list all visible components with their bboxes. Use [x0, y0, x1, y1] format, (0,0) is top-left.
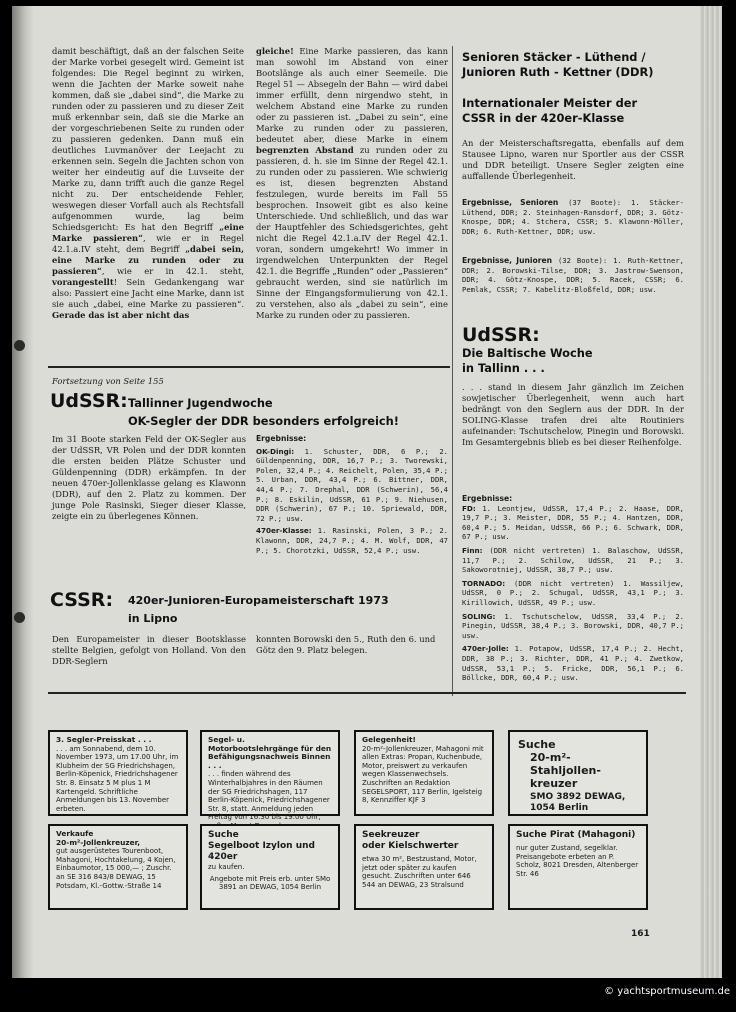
results-text: (DDR nicht vertreten) 1. Balaschow, UdSSR, 11,7 P.; 2. Schilow, UdSSR, 21 P.; 3. Sakoworotniej, UdSSR, 38,7 P.; usw.: [462, 545, 684, 575]
article-column-2: [256, 46, 448, 321]
continuation-note: Fortsetzung von Seite 155: [52, 376, 164, 386]
ad-seekreuzer: [354, 824, 494, 910]
article-text: , wie er in 42.1. steht,: [101, 266, 244, 276]
ad-text: zu kaufen.: [208, 863, 245, 871]
headline-line: in Tallinn . . .: [462, 361, 545, 375]
ad-title: Suche: [208, 830, 239, 840]
page-number: 161: [631, 929, 650, 939]
section-rule: [48, 366, 450, 368]
tallinn-results: [256, 434, 448, 555]
results-count: (32 Boote):: [552, 256, 608, 265]
baltic-body: [462, 382, 684, 448]
cssr-headline-2: in Lipno: [128, 612, 178, 625]
ad-suche-stahljollenkreuzer: [508, 730, 648, 816]
ad-title: 3. Segler-Preisskat . . .: [56, 735, 152, 744]
ad-title: Verkaufe: [56, 829, 94, 838]
ad-title: 20-m²-Jollenkreuzer,: [56, 837, 141, 847]
ad-title: Suche Pirat (Mahagoni): [516, 830, 636, 840]
ad-text: . . . finden während des Winterhalbjahres in den Räumen der SG Friedrichshagen, 117 Berlin-Köpenick, Friedrichshagener Str. 8, statt. Anmeldung jeden Freitag von 16.30 bis 19.00 Uhr,: [208, 770, 330, 822]
udssr-country-label: UdSSR:: [462, 324, 540, 346]
ad-text: Angebote mit Preis erb. unter SMo 3891 an DEWAG, 1054 Berlin: [209, 874, 331, 892]
senioren-results: [462, 198, 684, 236]
article-text: Den Europameister in dieser Bootsklasse stellte Belgien, gefolgt von Holland. Von den DDR-Seglern: [52, 634, 246, 666]
ad-title: Seekreuzer: [362, 830, 420, 840]
article-column-1: [52, 46, 244, 321]
ad-title: Suche: [518, 738, 556, 751]
class-heading: TORNADO:: [462, 578, 506, 588]
meister-headline: [462, 96, 692, 126]
tallinn-country-label: UdSSR:: [50, 390, 128, 412]
ad-title: oder Kielschwerter: [362, 841, 459, 851]
ad-suche-segelboot: [200, 824, 340, 910]
class-heading: SOLING:: [462, 611, 496, 621]
article-emphasis: „dabei sein, eine Marke zu runden oder zu passieren“: [52, 244, 244, 276]
column-divider: [452, 46, 453, 696]
class-heading: Finn:: [462, 545, 483, 555]
ad-title: Gelegenheit!: [362, 735, 416, 744]
senioren-headline: [462, 50, 692, 80]
ad-contact: SMO 3892 DEWAG,: [530, 792, 626, 802]
class-heading: 470er-Klasse:: [256, 526, 312, 536]
article-text: ! Sein Gedankengang war also: Passiert eine Jacht eine Marke, dann ist sie auch „dabei, eine Marke zu passieren“.: [52, 277, 244, 309]
tallinn-body: [52, 434, 246, 522]
ad-text: gut ausgerüstetes Tourenboot, Mahagoni, Hochtakelung, 4 Kojen, Einbaumotor, 15 000,— ; Zuschr. an SE 316 843/8 DEWAG, 15 Potsdam, Kl.-Gottw.-Straße 14: [56, 847, 176, 890]
article-text: Eine Marke passieren, das kann man sowohl im Abstand von einer Bootslänge als auch einer Seemeile. Die Regel 51 — Absegeln der Bahn — wird dabei immer erfüllt, denn nirgendwo steht, in welchem Abstand eine Marke zu runden oder zu passieren ist. „Dabei zu sein“, eine Marke zu runden oder zu passieren, bedeutet aber, diese Marke in einem: [256, 46, 448, 144]
junioren-results: [462, 256, 684, 294]
results-text: 1. Leontjew, UdSSR, 17,4 P.; 2. Haase, DDR, 19,7 P.; 3. Meister, DDR, 55 P.; 4. Hantzen, DDR, 60,4 P.; 5. Meidan, UdSSR, 66 P.; 6. Schwark, DDR, 67 P.; usw.: [462, 503, 684, 542]
ad-title: 20-m²-Stahljollen-: [530, 751, 601, 777]
cssr-headline: 420er-Junioren-Europameisterschaft 1973: [128, 594, 389, 607]
results-text: 1. Rasinski, Polen, 3 P.; 2. Klawonn, DDR, 24,7 P.; 4. M. Wolf, DDR, 47 P.; 5. Chorotzki, UdSSR, 52,4 P.; usw.: [256, 526, 448, 555]
page-binding: [12, 6, 34, 978]
article-text: konnten Borowski den 5., Ruth den 6. und Götz den 9. Platz belegen.: [256, 634, 436, 655]
article-text: zu runden oder zu passieren, d. h. sie im Sinne der Regel 42.1. zu runden oder zu passieren. Wie schwierig es ist, diesen begrenzten Abstand festzulegen, wurde bereits im Fall 55 besprochen. Insoweit gibt es also keine Unterschiede. Und schließlich, und das war der Hauptfehler des Schiedsgerichtes, geht nicht die Regel 42.1.a.IV der Regel 42.1. voran, sondern umgekehrt! Wo immer in irgendwelchen Unterpunkten der Regel 42.1. die Begriffe „Runden“ oder „Passieren“ gebraucht werden, sind sie natürlich im Sinne der Eingangsformulierung von 42.1. zu verstehen, also als „dabei zu sein“, eine Marke zu runden oder zu passieren.: [256, 145, 448, 320]
binding-hole: [14, 340, 25, 351]
article-emphasis: „eine Marke passieren“: [52, 222, 244, 243]
ad-text: . . . am Sonnabend, dem 10. November 1973, um 17.00 Uhr, im Klubheim der SG Friedrichshagen, Berlin-Köpenick, Friedrichshagener Str. 8. Einsatz 5 M plus 1 M Kartengeld. Schriftliche Anmeldungen bis 13. November erbeten.: [56, 744, 179, 813]
ad-segler-preisskat: [48, 730, 188, 816]
ad-title: Segel- u. Motorbootslehrgänge für den Befähigungsnachweis Binnen . . .: [208, 735, 332, 770]
ad-suche-pirat: [508, 824, 648, 910]
ad-title: Segelboot Izylon und 420er: [208, 841, 315, 862]
article-emphasis: begrenzten Abstand: [256, 145, 354, 155]
senioren-body: [462, 138, 684, 182]
ad-lehrgaenge: [200, 730, 340, 822]
ad-verkaufe: [48, 824, 188, 910]
class-heading: FD:: [462, 503, 476, 513]
article-text: damit beschäftigt, daß an der falschen Seite der Marke vorbei gesegelt wird. Gemeint ist folgendes: Die Regel beginnt zu wirken, wenn die Jachten der Marke soweit nahe kommen, daß sie „dabei sind“, die Marke zu runden oder zu passieren und zu dieser Zeit muß erkennbar sein, daß sie die Marke an der vorgeschriebenen Seite zu runden oder zu passieren gedenken. Dann muß ein deutliches Luvmanöver der Leejacht zu erkennen sein. Segeln die Jachten schon von weiter her eindeutig auf die Luvseite der Marke zu, dann trifft auch die ganze Regel nicht zu. Der entscheidende Fehler, weswegen dieser Vorfall auch als Rechtsfall aufgenommen wurde, lag beim Schiedsgericht: Es hat den Begriff: [52, 46, 244, 232]
ads-rule: [48, 692, 686, 694]
binding-hole: [14, 612, 25, 623]
results-text: 1. Schuster, DDR, 6 P.; 2. Güldenpenning, DDR, 16,7 P.; 3. Tworewski, Polen, 32,4 P.; 4. Reichelt, Polen, 35,4 P.; 5. Urban, DDR, 43,4 P.; 6. Bittner, DDR, 44,4 P.; 7. Drephal, DDR (Schwerin), 56,4 P.; 8. Eskilin, UdSSR, 61 P.; 9. Niehusen, DDR (Schwerin), 67 P.; 10. Spriewald, DDR, 72 P.; usw.: [256, 446, 448, 523]
results-text: (DDR nicht vertreten) 1. Wassiljew, UdSSR, 0 P.; 2. Schugal, UdSSR, 43,1 P.; 3. Kirillowich, UdSSR, 49 P.; usw.: [462, 578, 684, 607]
results-label: Ergebnisse:: [462, 494, 513, 503]
cssr-body-2: [256, 634, 436, 656]
headline-line: Internationaler Meister der: [462, 96, 638, 110]
results-heading: Ergebnisse, Junioren: [462, 256, 553, 265]
ad-title: kreuzer: [530, 777, 578, 790]
baltic-results: [462, 494, 684, 683]
ad-gelegenheit: [354, 730, 494, 816]
article-emphasis: vorangestellt: [52, 277, 114, 287]
results-text: 1. Ruth-Kettner, DDR; 2. Borowski-Tilse, DDR; 3. Jastrow-Swenson, DDR; 4. Götz-Knospe, DDR; 5. Racek, CSSR; 6. Pemlak, CSSR; 7. Kabelitz-Bloßfeld, DDR; usw.: [462, 256, 684, 294]
article-text: , wie er in Regel 42.1.a.IV steht, dem Begriff: [52, 233, 245, 254]
headline-line: CSSR in der 420er-Klasse: [462, 111, 625, 125]
tallinn-subheadline: OK-Segler der DDR besonders erfolgreich!: [128, 414, 399, 428]
cssr-country-label: CSSR:: [50, 589, 114, 611]
headline-line: Junioren Ruth - Kettner (DDR): [462, 65, 654, 79]
results-heading: Ergebnisse, Senioren: [462, 198, 559, 207]
results-text: 1. Tschutschelow, UdSSR, 33,4 P.; 2. Pinegin, UdSSR, 38,4 P.; 3. Borowski, DDR, 40,7 P.; usw.: [462, 611, 684, 640]
ad-contact: 1054 Berlin: [530, 803, 589, 813]
article-text: An der Meisterschaftsregatta, ebenfalls auf dem Stausee Lipno, waren nur Sportler aus der CSSR und DDR beteiligt. Unsere Segler zeigten eine auffallende Überlegenheit.: [462, 138, 684, 181]
article-emphasis: gleiche!: [256, 46, 294, 56]
headline-line: Senioren Stäcker - Lüthend /: [462, 50, 646, 64]
page-edge: [700, 6, 722, 978]
watermark: © yachtsportmuseum.de: [604, 986, 730, 997]
article-text: Im 31 Boote starken Feld der OK-Segler aus der UdSSR, VR Polen und der DDR konnten die ersten beiden Plätze Schuster und Güldenpenning (DDR) erkämpfen. In der neuen 470er-Jollenklasse gelang es Klawonn (DDR), auf den 2. Platz zu kommen. Der junge Pole Rasinski, Sieger dieser Klasse, zeigte ein zu überlegenes Können.: [52, 434, 246, 521]
tallinn-headline: Tallinner Jugendwoche: [128, 396, 273, 410]
results-count: (37 Boote):: [558, 198, 622, 207]
class-heading: 470er-Jolle:: [462, 644, 509, 654]
cssr-body-1: [52, 634, 246, 667]
baltic-headline: [462, 346, 682, 376]
article-emphasis: Gerade das ist aber nicht das: [52, 310, 190, 320]
headline-line: Die Baltische Woche: [462, 346, 593, 360]
results-text: 1. Potapow, UdSSR, 17,4 P.; 2. Hecht, DDR, 38 P.; 3. Richter, DDR, 41 P.; 4. Zwetkow, UdSSR, 53,1 P.; 5. Fricke, DDR, 56,1 P.; 6. Böllcke, DDR, 60,4 P.; usw.: [462, 644, 684, 683]
ad-text: 20-m²-Jollenkreuzer, Mahagoni mit allen Extras: Propan, Kuchenbude, Motor, preiswert zu verkaufen wegen Klassenwechsels. Zuschriften an Redaktion SEGELSPORT, 117 Berlin, Igelsteig 8, Kennziffer KJF 3: [362, 744, 484, 805]
class-heading: OK-Dingi:: [256, 446, 295, 456]
ad-text: nur guter Zustand, segelklar. Preisangebote erbeten an P. Scholz, 8021 Dresden, Altenberger Str. 46: [516, 844, 639, 878]
results-label: Ergebnisse:: [256, 434, 307, 443]
article-text: . . . stand in diesem Jahr gänzlich im Zeichen sowjetischer Überlegenheit, wenn auch hart bedrängt von den Seglern aus der DDR. In der SOLING-Klasse trafen drei alte Routiniers aufeinander: Tschutschelow, Pinegin und Borowski. Im Gesamtergebnis blieb es bei dieser Reihenfolge.: [462, 382, 684, 447]
results-text: 1. Stäcker-Lüthend, DDR; 2. Steinhagen-Ransdorf, DDR; 3. Götz-Knospe, DDR; 4. Stchera, CSSR; 5. Klawonn-Möller, DDR; 6. Ruth-Kettner, DDR; usw.: [462, 198, 684, 236]
ad-text: etwa 30 m², Bestzustand, Motor, jetzt oder später zu kaufen gesucht. Zuschriften unter 646 544 an DEWAG, 23 Stralsund: [362, 855, 477, 889]
